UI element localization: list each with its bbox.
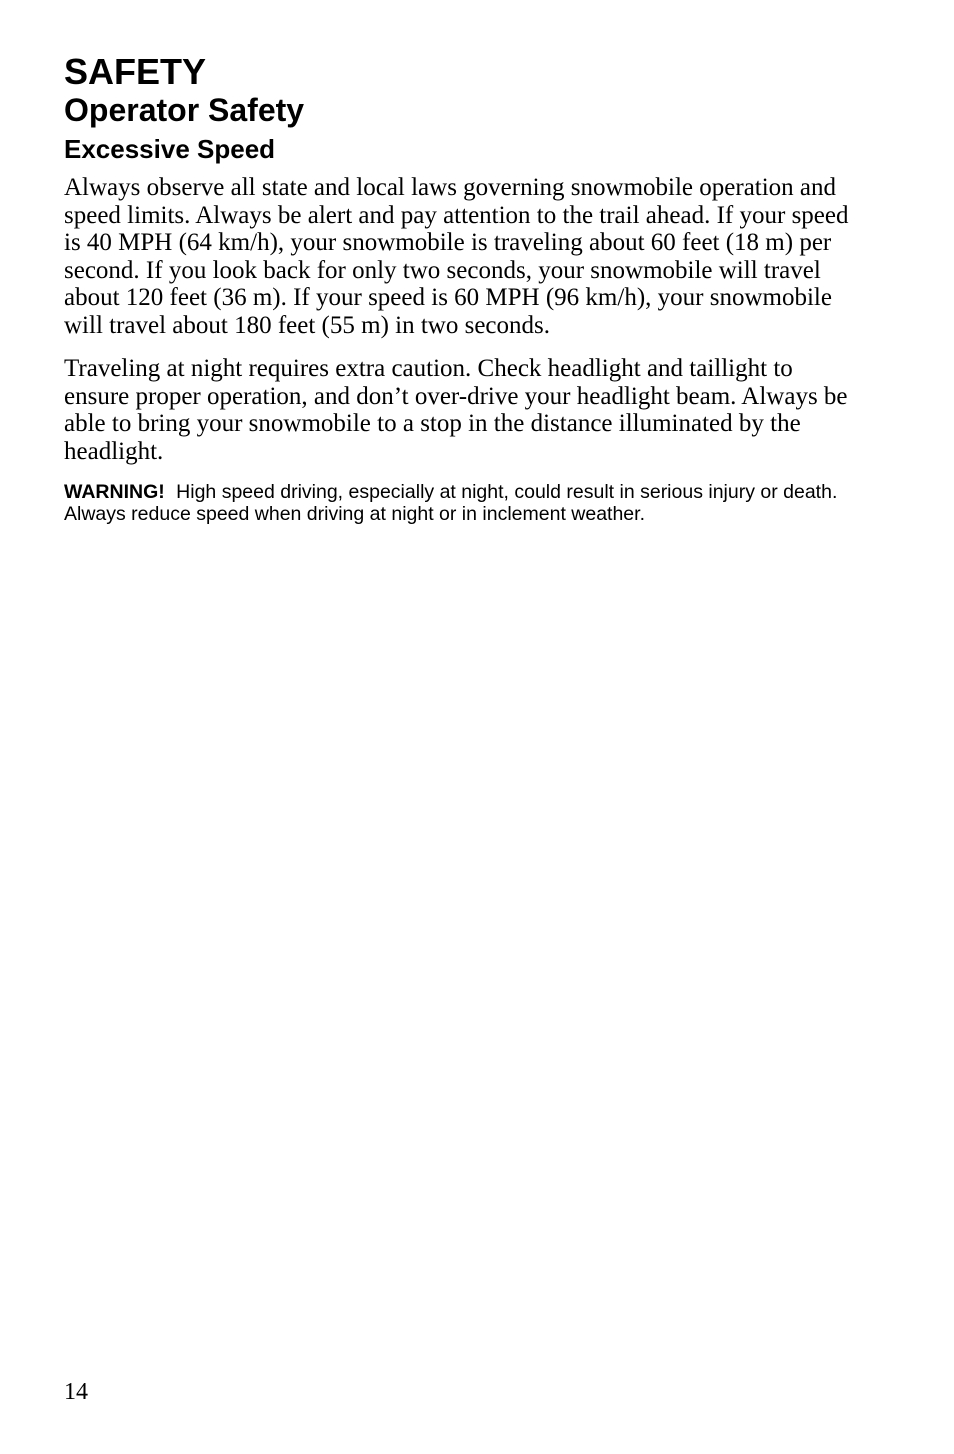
page-number: 14 (64, 1379, 88, 1405)
night-paragraph: Traveling at night requires extra caution. Check headlight and taillight to ensure proper operation, and don’t over-drive your headlight beam. Always be able to bring your snowmobile to a stop in the distance illuminated by the headlight. (64, 355, 848, 465)
warning-notice (64, 481, 864, 525)
warning-text: High speed driving, especially at night, could result in serious injury or death. Always reduce speed when driving at night or in inclement weather. (64, 481, 838, 525)
section-subtitle: Operator Safety (64, 92, 305, 128)
topic-heading: Excessive Speed (64, 134, 276, 164)
warning-label: WARNING! (64, 481, 165, 503)
page-content (64, 52, 864, 525)
speed-paragraph: Always observe all state and local laws governing snowmobile operation and speed limits. Always be alert and pay attention to the trail ahead. If your speed is 40 MPH (64 km/h), your snowmobile is traveling about 60 feet (18 m) per second. If you look back for only two seconds, your snowmobile will travel about 120 feet (36 m). If your speed is 60 MPH (96 km/h), your snowmobile will travel about 180 feet (55 m) in two seconds. (64, 174, 849, 339)
section-title: SAFETY (64, 51, 207, 92)
